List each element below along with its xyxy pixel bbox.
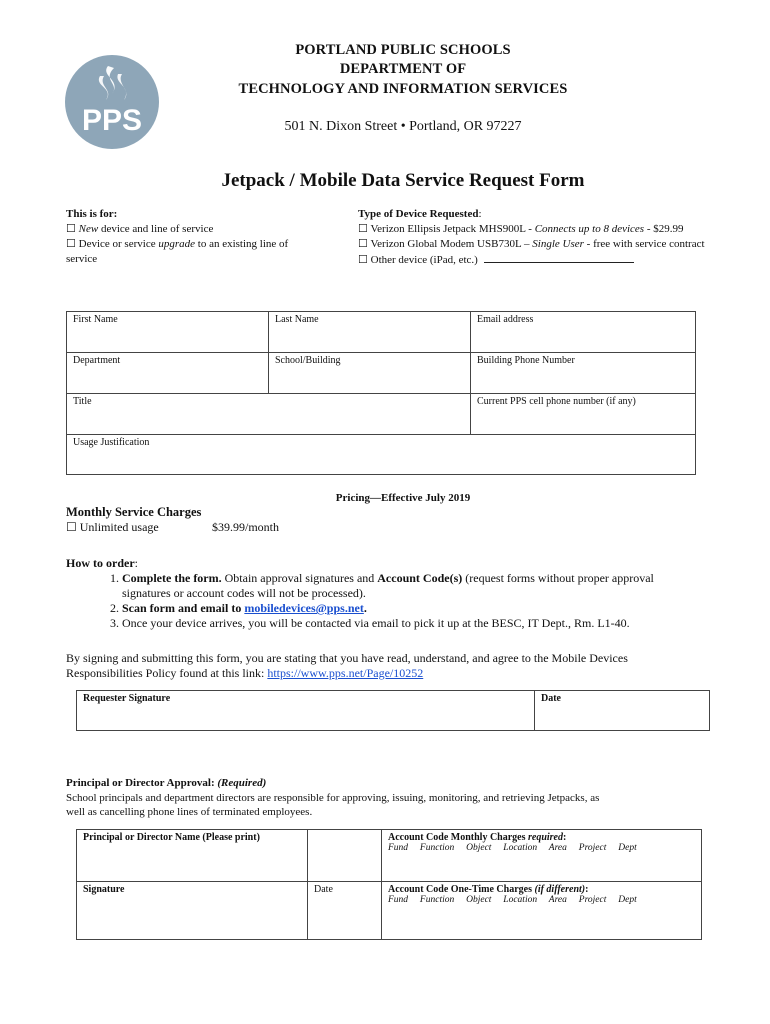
- first-name-field[interactable]: First Name: [73, 314, 118, 325]
- building-phone-field[interactable]: Building Phone Number: [477, 355, 575, 366]
- department-field[interactable]: Department: [73, 355, 121, 366]
- last-name-field[interactable]: Last Name: [275, 314, 319, 325]
- option-jetpack[interactable]: ☐ Verizon Ellipsis Jetpack MHS900L - Connects up to 8 devices - $29.99: [358, 223, 684, 235]
- usage-justification-field[interactable]: Usage Justification: [73, 437, 150, 448]
- requester-info-table: [66, 311, 696, 475]
- email-link[interactable]: mobiledevices@pps.net: [244, 601, 364, 615]
- logo-text: PPS: [81, 104, 143, 137]
- pricing-heading: Pricing—Effective July 2019: [335, 492, 471, 504]
- agreement-text: By signing and submitting this form, you are stating that you have read, understand, and agree to the Mobile Devices Responsibilities Policy found at this link: https://www.pps.net/Page/10252: [66, 651, 628, 680]
- required-label: (Required): [217, 777, 267, 789]
- account-code-monthly-field[interactable]: Account Code Monthly Charges required: Fund Function Object Location Area Project Dept: [382, 830, 701, 881]
- option-usb-modem[interactable]: ☐ Verizon Global Modem USB730L – Single User - free with service contract: [358, 238, 705, 250]
- school-building-field[interactable]: School/Building: [275, 355, 341, 366]
- monthly-code-fields: Fund Function Object Location Area Project Dept: [388, 843, 637, 853]
- option-unlimited[interactable]: ☐ Unlimited usage: [66, 520, 159, 534]
- how-to-order-label: How to order: [66, 556, 135, 570]
- requester-date-field[interactable]: Date: [541, 693, 561, 704]
- approval-text: School principals and department directors are responsible for approving, issuing, monitoring, and retrieving Jetpacks, as well as cancelling phone lines of terminated employees.: [66, 791, 600, 818]
- cell-phone-field[interactable]: Current PPS cell phone number (if any): [477, 396, 636, 407]
- device-type-section: Type of Device Requested: ☐ Verizon Ellipsis Jetpack MHS900L - Connects up to 8 devices - $29.99 ☐ Verizon Global Modem USB730L – Single User - free with service contract ☐ Other device (iPad, etc.): [358, 207, 708, 268]
- checkbox-icon[interactable]: ☐: [358, 238, 368, 250]
- checkbox-icon[interactable]: ☐: [66, 520, 77, 534]
- checkbox-icon[interactable]: ☐: [358, 223, 368, 235]
- checkbox-icon[interactable]: ☐: [66, 238, 76, 250]
- device-type-label: Type of Device Requested: [358, 208, 479, 220]
- this-is-for-section: [66, 207, 306, 267]
- approval-section: Principal or Director Approval: (Required) School principals and department directors are responsible for approving, issuing, monitoring, and retrieving Jetpacks, as well as cancelling phone lines of terminated employees.: [66, 776, 696, 820]
- account-code-onetime-field[interactable]: Account Code One-Time Charges (if different): Fund Function Object Location Area Project Dept: [382, 882, 701, 939]
- approval-table: [76, 829, 702, 940]
- address: 501 N. Dixon Street • Portland, OR 97227: [284, 119, 522, 134]
- option-new[interactable]: ☐ New device and line of service: [66, 223, 214, 235]
- step-2: 2. Scan form and email to mobiledevices@pps.net.: [122, 601, 686, 616]
- this-is-for-label: This is for:: [66, 208, 118, 220]
- step-3: 3. Once your device arrives, you will be contacted via email to pick it up at the BESC, IT Dept., Rm. L1-40.: [122, 616, 686, 631]
- unlimited-price: $39.99/month: [212, 520, 280, 534]
- checkbox-icon[interactable]: ☐: [358, 254, 368, 266]
- org-name: PORTLAND PUBLIC SCHOOLS: [295, 42, 511, 58]
- requester-signature-field[interactable]: Requester Signature: [83, 693, 171, 704]
- principal-name-field[interactable]: Principal or Director Name (Please print): [83, 832, 260, 843]
- option-upgrade[interactable]: ☐ Device or service upgrade to an existing line of service: [66, 238, 289, 265]
- email-field[interactable]: Email address: [477, 314, 534, 325]
- policy-link[interactable]: https://www.pps.net/Page/10252: [267, 666, 424, 680]
- option-other[interactable]: ☐ Other device (iPad, etc.): [358, 252, 708, 268]
- principal-date-field[interactable]: Date: [314, 884, 333, 895]
- other-device-line[interactable]: [484, 252, 634, 263]
- principal-signature-field[interactable]: Signature: [83, 884, 125, 895]
- dept-line1: DEPARTMENT OF: [339, 61, 467, 77]
- checkbox-icon[interactable]: ☐: [66, 223, 76, 235]
- step-1: 1. Complete the form. Obtain approval signatures and Account Code(s) (request forms without proper approval signatures or account codes will not be processed).: [122, 571, 686, 601]
- blank-cell: [308, 830, 381, 881]
- dept-line2: TECHNOLOGY AND INFORMATION SERVICES: [238, 81, 568, 97]
- title-field[interactable]: Title: [73, 396, 92, 407]
- monthly-charges-label: Monthly Service Charges: [66, 505, 202, 519]
- onetime-code-fields: Fund Function Object Location Area Project Dept: [388, 895, 637, 905]
- requester-signature-table: [76, 690, 710, 731]
- approval-label: Principal or Director Approval: [66, 777, 211, 789]
- form-title: Jetpack / Mobile Data Service Request Form: [221, 170, 585, 191]
- how-to-order-section: How to order: 1. Complete the form. Obtain approval signatures and Account Code(s) (request forms without proper approval signatures or account codes will not be processed). 2. Scan form and email to mobiledevices@pps.net. 3. Once your device arrives, you will be contacted via email to pick it up at the BESC, IT Dept., Rm. L1-40.: [66, 556, 686, 631]
